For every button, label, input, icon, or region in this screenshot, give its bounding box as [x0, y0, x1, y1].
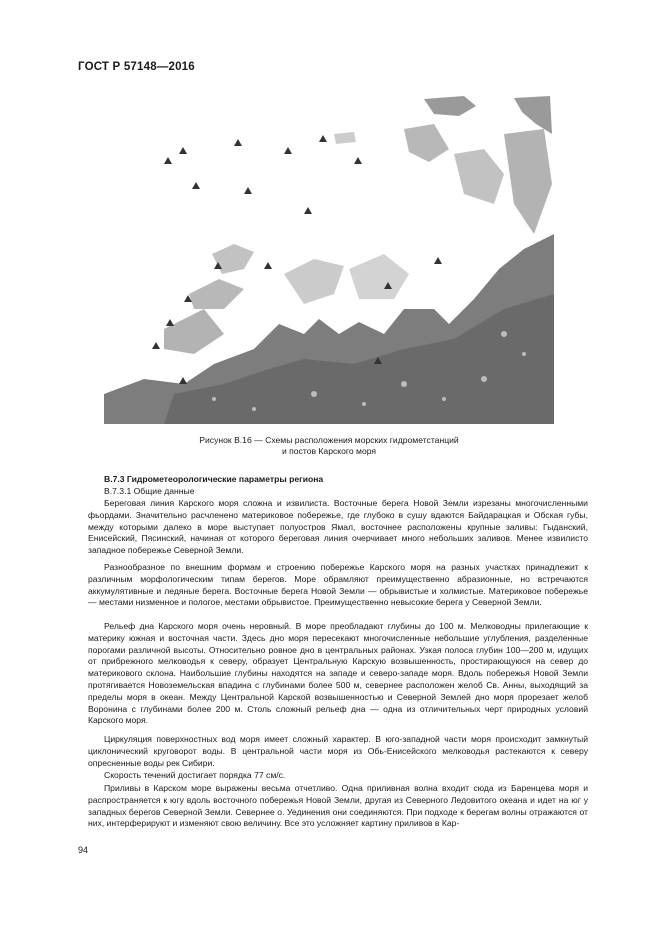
paragraph: Скорость течений достигает порядка 77 см/с. [104, 770, 286, 780]
map-image [104, 94, 554, 424]
figure-caption-line2: и постов Карского моря [281, 446, 377, 456]
figure-caption-line1: Рисунок В.16 — Схемы расположения морских гидрометстанций [199, 435, 459, 445]
section-title: В.7.3 Гидрометеорологические параметры региона [104, 474, 324, 484]
page-number: 94 [78, 845, 89, 855]
standard-header: ГОСТ Р 57148—2016 [78, 61, 195, 73]
subsection-title: В.7.3.1 Общие данные [104, 486, 195, 496]
paragraph: Береговая линия Карского моря сложна и извилиста. Восточные берега Новой Земли изрезаны многочисленными фьордами. Значительно расчленено материковое побережье, где глубоко в сушу вдаются Байдарацкая и Обская губы, между которыми далеко в море выступает полуостров Ямал, восточнее расположены крупные заливы: Гыданский, Енисейский, Пясинский, начиная от которого береговая линия очерчивает много небольших заливов. Менее извилисто западное побережье Северной Земли. [88, 498, 588, 556]
paragraph: Циркуляция поверхностных вод моря имеет сложный характер. В юго-западной части моря происходит замкнутый циклонический круговорот воды. В центральной части моря из Обь-Енисейского мелководья растекаются к северу опресненные воды рек Сибири. [88, 734, 588, 768]
paragraph: Приливы в Карском море выражены весьма отчетливо. Одна приливная волна входит сюда из Баренцева моря и распространяется к югу вдоль восточного побережья Новой Земли, другая из Северного Ледовитого океана и идет на юг у западных берегов Северной Земли. Севернее о. Уединения они соединяются. При подходе к берегам волны отражаются от них, интерферируют и изменяют свою величину. Все это усложняет картину приливов в Кар- [88, 783, 588, 829]
paragraph: Рельеф дна Карского моря очень неровный. В море преобладают глубины до 100 м. Мелководны прилегающие к материку южная и восточная части. Здесь дно моря пересекают многочисленные небольшие углубления, разделенные порогами различной высоты. Относительно ровное дно в центральных районах. Узкая полоса глубин 100—200 м, идущих от прибрежного мелководья к северу, образует Центральную Карскую возвышенность, простирающуюся на север до материкового склона. Наибольшие глубины находятся на западе и северо-западе моря. Вдоль побережья Новой Земли протягивается Новоземельская впадина с глубинами более 500 м, севернее расположен желоб Св. Анны, выходящий за пределы моря в океан. Между Центральной Карской возвышенностью и Северной Землей дно моря прорезает желоб Воронина с глубинами более 200 м. Столь сложный рельеф дна — одна из отличительных черт природных условий Карского моря. [88, 621, 588, 726]
paragraph: Разнообразное по внешним формам и строению побережье Карского моря на разных участках принадлежит к различным морфологическим типам берегов. Море обрамляют преимущественно абразионные, но встречаются аккумулятивные и ледяные берега. Восточные берега Новой Земли — обрывистые и холмистые. Материковое побережье — местами низменное и пологое, местами обрывистое. Преимущественно невысокие берега у Северной Земли. [88, 562, 588, 608]
